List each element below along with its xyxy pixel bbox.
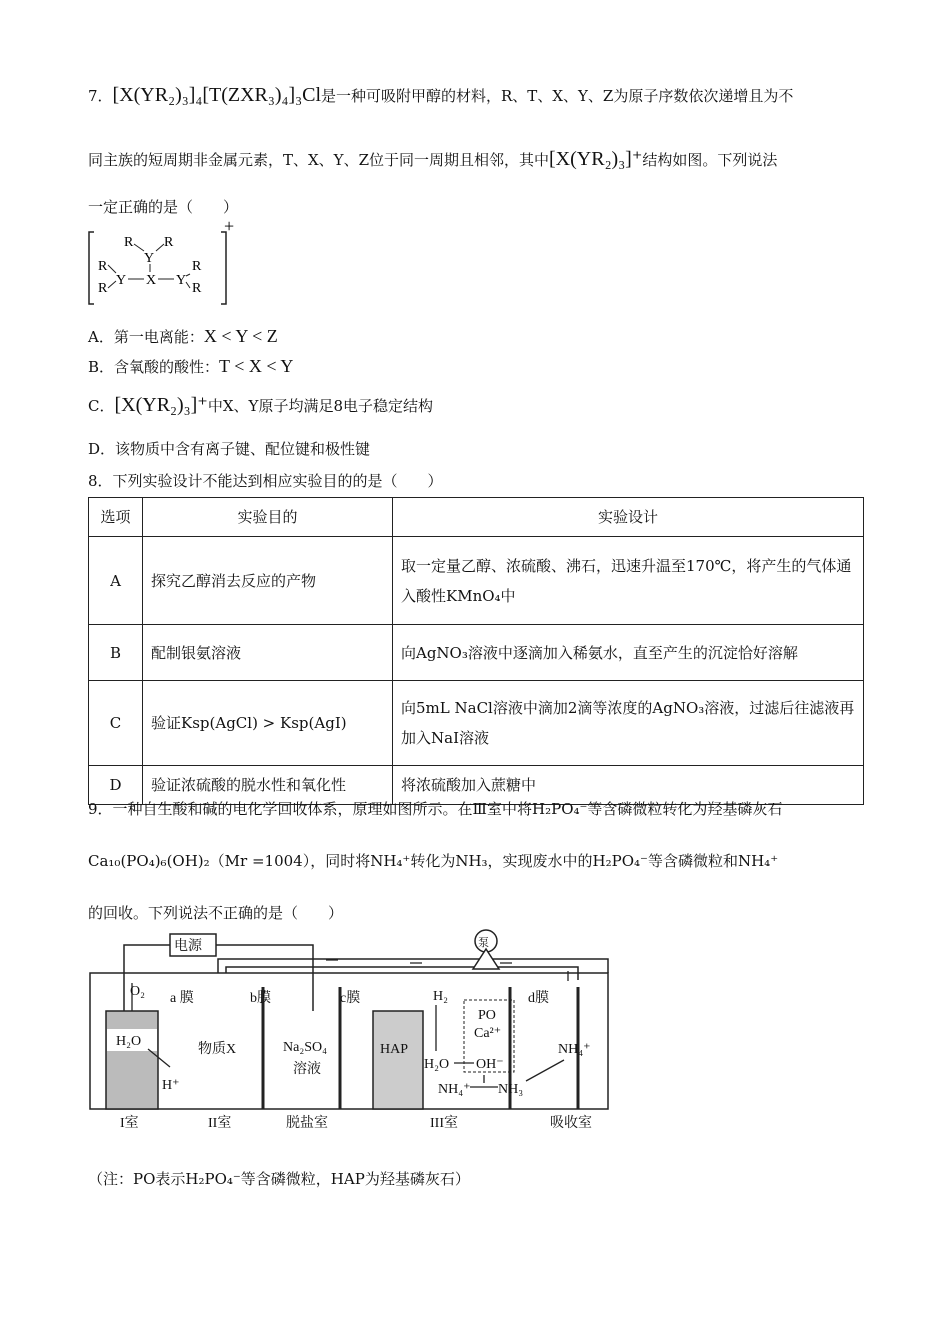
option-label: B．含氧酸的酸性： bbox=[88, 358, 220, 376]
q7-number: 7． bbox=[88, 87, 113, 105]
atom-r: R bbox=[164, 235, 174, 250]
atom-x: X bbox=[146, 273, 157, 288]
membrane-d-label: d膜 bbox=[528, 991, 549, 1006]
cell-goal: 探究乙醇消去反应的产物 bbox=[143, 537, 393, 625]
q9-line1: 9．一种自生酸和碱的电化学回收体系，原理如图所示。在Ⅲ室中将H₂PO₄⁻等含磷微粒转化为羟基磷灰石 bbox=[88, 800, 783, 818]
hap-label: HAP bbox=[380, 1042, 409, 1057]
cell-goal: 配制银氨溶液 bbox=[143, 625, 393, 681]
h2o-room3-label: H₂O bbox=[424, 1057, 450, 1072]
q8-table bbox=[88, 497, 864, 805]
solution-label: 溶液 bbox=[293, 1062, 321, 1077]
membrane-b-label: b膜 bbox=[250, 991, 271, 1006]
cell-goal: 验证浓硫酸的脱水性和氧化性 bbox=[143, 766, 393, 805]
option-text: 中X、Y原子均满足8电子稳定结构 bbox=[207, 397, 433, 415]
atom-r: R bbox=[192, 281, 202, 296]
ca-label: Ca²⁺ bbox=[474, 1026, 502, 1041]
header-option: 选项 bbox=[89, 498, 143, 537]
q7-formula: [X(YR₂)₃]₄[T(ZXR₃)₄]₃Cl bbox=[112, 84, 322, 106]
table-header bbox=[89, 498, 864, 537]
cell-option: A bbox=[89, 537, 143, 625]
table-row bbox=[89, 537, 864, 625]
h-plus-label: H⁺ bbox=[162, 1078, 180, 1093]
cell-design: 取一定量乙醇、浓硫酸、沸石，迅速升温至170℃，将产生的气体通入酸性KMnO₄中 bbox=[393, 537, 864, 625]
plus-charge: + bbox=[224, 218, 235, 236]
table-row bbox=[89, 681, 864, 766]
nh3-label: NH₃ bbox=[498, 1082, 524, 1097]
cell-design: 将浓硫酸加入蔗糖中 bbox=[393, 766, 864, 805]
oh-label: OH⁻ bbox=[476, 1057, 504, 1072]
pump-label: 泵 bbox=[478, 937, 489, 949]
q7-option-b bbox=[88, 356, 293, 377]
q7-text3: 结构如图。下列说法 bbox=[642, 151, 778, 169]
cell-option: B bbox=[89, 625, 143, 681]
room-label: I室 bbox=[120, 1116, 139, 1131]
atom-y: Y bbox=[144, 251, 155, 266]
atom-r: R bbox=[124, 235, 134, 250]
q7-line1 bbox=[88, 84, 793, 107]
option-formula: T < X < Y bbox=[219, 356, 294, 376]
cell-goal: 验证Ksp(AgCl) > Ksp(AgI) bbox=[143, 681, 393, 766]
header-design: 实验设计 bbox=[393, 498, 864, 537]
cell-option: D bbox=[89, 766, 143, 805]
room-label: 吸收室 bbox=[550, 1116, 592, 1131]
atom-y: Y bbox=[116, 273, 127, 288]
q8-stem: 8．下列实验设计不能达到相应实验目的的是（ ） bbox=[88, 472, 443, 490]
cell-design: 向AgNO₃溶液中逐滴加入稀氨水，直至产生的沉淀恰好溶解 bbox=[393, 625, 864, 681]
o2-label: O₂ bbox=[130, 984, 145, 999]
cell-design: 向5mL NaCl溶液中滴加2滴等浓度的AgNO₃溶液，过滤后往滤液再加入NaI溶液 bbox=[393, 681, 864, 766]
q7-line2 bbox=[88, 146, 777, 171]
atom-r: R bbox=[98, 281, 108, 296]
h2-label: H₂ bbox=[433, 989, 448, 1004]
q9-note: （注：PO表示H₂PO₄⁻等含磷微粒，HAP为羟基磷灰石） bbox=[88, 1170, 470, 1188]
electrochemical-diagram bbox=[88, 925, 613, 1135]
atom-r: R bbox=[98, 259, 108, 274]
q7-option-c bbox=[88, 392, 433, 417]
na2so4-label: Na₂SO₄ bbox=[283, 1040, 327, 1055]
q7-ion: [X(YR₂)₃]⁺ bbox=[549, 148, 643, 170]
nh4-room3-label: NH₄⁺ bbox=[438, 1082, 471, 1097]
q7-option-d: D．该物质中含有离子键、配位键和极性键 bbox=[88, 440, 371, 458]
option-formula: [X(YR₂)₃]⁺ bbox=[114, 394, 208, 416]
membrane-a-label: a 膜 bbox=[170, 991, 194, 1006]
po-label: PO bbox=[478, 1008, 496, 1023]
option-formula: X < Y < Z bbox=[203, 326, 278, 346]
h2o-label: H₂O bbox=[116, 1034, 142, 1049]
q9-line2: Ca₁₀(PO₄)₆(OH)₂（Mr =1004），同时将NH₄⁺转化为NH₃，实现废水中的H₂PO₄⁻等含磷微粒和NH₄⁺ bbox=[88, 852, 779, 870]
atom-r: R bbox=[192, 259, 202, 274]
cation-structure bbox=[86, 218, 236, 310]
cell-option: C bbox=[89, 681, 143, 766]
room-label: III室 bbox=[430, 1116, 458, 1131]
atom-y: Y bbox=[176, 273, 187, 288]
membrane-c-label: c膜 bbox=[340, 991, 361, 1006]
nh4-absorb-label: NH₄⁺ bbox=[558, 1042, 591, 1057]
option-label: A．第一电离能： bbox=[88, 328, 204, 346]
q7-text2: 同主族的短周期非金属元素，T、X、Y、Z位于同一周期且相邻，其中 bbox=[88, 151, 550, 169]
table-row bbox=[89, 625, 864, 681]
q7-line3: 一定正确的是（ ） bbox=[88, 198, 239, 216]
room-label: 脱盐室 bbox=[286, 1116, 328, 1131]
header-goal: 实验目的 bbox=[143, 498, 393, 537]
q7-option-a bbox=[88, 326, 278, 347]
q7-text1: 是一种可吸附甲醇的材料，R、T、X、Y、Z为原子序数依次递增且为不 bbox=[321, 87, 794, 105]
substance-x-label: 物质X bbox=[198, 1042, 237, 1057]
q9-line3: 的回收。下列说法不正确的是（ ） bbox=[88, 904, 344, 922]
room-label: II室 bbox=[208, 1116, 232, 1131]
power-source-label: 电源 bbox=[174, 939, 202, 954]
option-label: C． bbox=[88, 397, 115, 415]
